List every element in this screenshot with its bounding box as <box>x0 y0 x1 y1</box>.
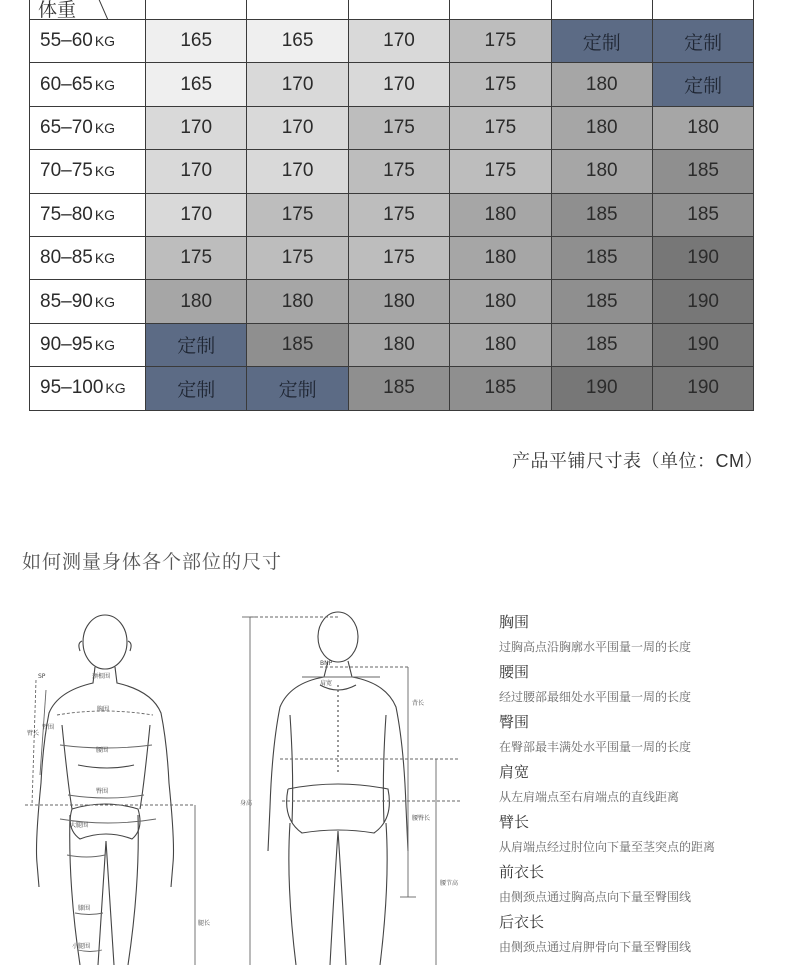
size-cell: 170 <box>146 150 247 193</box>
height-unit-header <box>450 0 551 20</box>
definition-description: 从左肩端点至右肩端点的直线距离 <box>499 790 680 804</box>
size-cell: 180 <box>146 280 247 323</box>
definition-description: 经过腰部最细处水平围量一周的长度 <box>499 690 692 704</box>
weight-range: 65–70 <box>40 116 93 138</box>
front-label-knee: 膝围 <box>78 905 91 912</box>
size-cell: 175 <box>450 106 551 149</box>
weight-range-cell <box>30 63 146 106</box>
weight-range: 55–60 <box>40 30 93 52</box>
custom-size-cell: 定制 <box>146 367 247 410</box>
size-cell: 180 <box>348 323 449 366</box>
size-cell: 190 <box>652 280 753 323</box>
size-cell: 180 <box>450 323 551 366</box>
size-chart-table <box>29 0 754 411</box>
table-row <box>30 106 754 149</box>
definition-description: 由侧颈点通过胸高点向下量至臀围线 <box>499 890 692 904</box>
size-cell: 175 <box>348 236 449 279</box>
size-cell: 175 <box>450 150 551 193</box>
definition-term: 臀围 <box>499 714 530 731</box>
definition-term: 肩宽 <box>499 764 530 781</box>
size-cell: 170 <box>247 106 348 149</box>
definition-description: 从肩端点经过肘位向下量至茎突点的距离 <box>499 840 716 854</box>
size-cell: 180 <box>450 280 551 323</box>
front-label-leg-length: 腿长 <box>198 920 211 927</box>
custom-size-cell: 定制 <box>652 20 753 63</box>
size-cell: 180 <box>652 106 753 149</box>
size-cell: 190 <box>652 236 753 279</box>
front-label-chest: 胸围 <box>97 706 110 713</box>
size-cell: 180 <box>551 63 652 106</box>
weight-range-cell <box>30 150 146 193</box>
definition-term: 后衣长 <box>499 914 545 931</box>
size-cell: 180 <box>348 280 449 323</box>
weight-range: 90–95 <box>40 333 93 355</box>
size-cell: 185 <box>652 150 753 193</box>
size-cell: 165 <box>146 20 247 63</box>
custom-size-cell: 定制 <box>652 63 753 106</box>
corner-header-cell <box>30 0 146 20</box>
front-label-arm-circ: 臂围 <box>42 724 55 731</box>
back-label-height: 身高 <box>240 800 253 807</box>
table-row <box>30 367 754 410</box>
size-cell: 190 <box>652 367 753 410</box>
definition-description: 由侧颈点通过肩胛骨向下量至臀围线 <box>499 940 692 954</box>
back-label-waist-hip: 腰臀长 <box>412 815 431 822</box>
weight-unit: KG <box>94 206 116 223</box>
weight-range-cell <box>30 236 146 279</box>
front-label-arm-length: 臂长 <box>27 730 40 737</box>
back-label-shoulder: 肩宽 <box>320 680 333 687</box>
size-cell: 175 <box>247 193 348 236</box>
weight-range: 85–90 <box>40 290 93 312</box>
weight-range: 80–85 <box>40 247 93 269</box>
front-label-thigh: 大腿围 <box>70 822 89 829</box>
weight-range-cell <box>30 323 146 366</box>
size-cell: 185 <box>247 323 348 366</box>
size-cell: 185 <box>551 236 652 279</box>
size-cell: 185 <box>551 323 652 366</box>
height-unit-header <box>146 0 247 20</box>
front-label-neck: 颈根围 <box>92 673 111 680</box>
weight-unit: KG <box>94 76 116 93</box>
size-cell: 185 <box>450 367 551 410</box>
size-cell: 170 <box>348 20 449 63</box>
size-cell: 175 <box>450 20 551 63</box>
front-label-waist: 腰围 <box>96 747 109 754</box>
size-cell: 180 <box>450 193 551 236</box>
size-cell: 180 <box>450 236 551 279</box>
table-row <box>30 323 754 366</box>
size-cell: 170 <box>146 106 247 149</box>
table-caption: 产品平铺尺寸表（单位：CM） <box>512 451 763 471</box>
front-label-hip: 臀围 <box>96 788 109 795</box>
weight-unit: KG <box>105 380 126 397</box>
size-cell: 170 <box>247 150 348 193</box>
size-cell: 175 <box>348 150 449 193</box>
measurement-definitions <box>499 612 779 962</box>
custom-size-cell: 定制 <box>146 323 247 366</box>
weight-range-cell <box>30 193 146 236</box>
size-cell: 185 <box>348 367 449 410</box>
table-row <box>30 150 754 193</box>
size-cell: 180 <box>247 280 348 323</box>
body-measurement-illustration <box>20 605 490 965</box>
size-cell: 190 <box>551 367 652 410</box>
custom-size-cell: 定制 <box>247 367 348 410</box>
size-cell: 170 <box>146 193 247 236</box>
size-cell: 175 <box>348 193 449 236</box>
weight-range-cell <box>30 106 146 149</box>
front-label-calf: 小腿围 <box>72 943 91 950</box>
back-figure <box>268 612 408 965</box>
weight-range-cell <box>30 367 146 410</box>
definition-description: 过胸高点沿胸廓水平围量一周的长度 <box>499 640 692 654</box>
weight-unit: KG <box>94 293 116 310</box>
table-row <box>30 236 754 279</box>
table-row <box>30 280 754 323</box>
size-cell: 185 <box>551 280 652 323</box>
height-unit-header <box>348 0 449 20</box>
height-unit-header <box>551 0 652 20</box>
table-row <box>30 63 754 106</box>
size-cell: 170 <box>247 63 348 106</box>
back-label-waist-height: 腰节高 <box>440 880 459 887</box>
size-cell: 170 <box>348 63 449 106</box>
table-row <box>30 193 754 236</box>
height-unit-header <box>652 0 753 20</box>
weight-range: 60–65 <box>40 73 93 95</box>
size-cell: 175 <box>146 236 247 279</box>
back-label-bnp: BNP <box>320 660 333 667</box>
size-cell: 175 <box>247 236 348 279</box>
size-cell: 180 <box>551 106 652 149</box>
size-cell: 190 <box>652 323 753 366</box>
table-header-row <box>30 0 754 20</box>
weight-axis-label: 体重 <box>38 0 77 20</box>
weight-unit: KG <box>94 33 116 50</box>
table-row <box>30 20 754 63</box>
size-cell: 185 <box>652 193 753 236</box>
weight-unit: KG <box>94 250 116 267</box>
definition-description: 在臀部最丰满处水平围量一周的长度 <box>499 740 692 754</box>
front-label-sp: SP <box>38 673 46 680</box>
size-cell: 175 <box>450 63 551 106</box>
custom-size-cell: 定制 <box>551 20 652 63</box>
weight-range-cell <box>30 280 146 323</box>
definition-term: 前衣长 <box>499 864 545 881</box>
weight-unit: KG <box>94 119 116 136</box>
weight-unit: KG <box>94 336 116 353</box>
definition-term: 胸围 <box>499 614 530 631</box>
weight-range: 70–75 <box>40 160 93 182</box>
weight-range: 95–100 <box>40 377 104 399</box>
height-unit-header <box>247 0 348 20</box>
definition-term: 腰围 <box>499 664 530 681</box>
size-cell: 165 <box>247 20 348 63</box>
back-label-back-length: 背长 <box>412 700 425 707</box>
weight-range: 75–80 <box>40 203 93 225</box>
size-cell: 175 <box>348 106 449 149</box>
size-cell: 180 <box>551 150 652 193</box>
weight-range-cell <box>30 20 146 63</box>
definition-term: 臂长 <box>499 814 530 831</box>
size-cell: 185 <box>551 193 652 236</box>
weight-unit: KG <box>94 163 116 180</box>
size-cell: 165 <box>146 63 247 106</box>
measure-section-title: 如何测量身体各个部位的尺寸 <box>22 552 283 573</box>
